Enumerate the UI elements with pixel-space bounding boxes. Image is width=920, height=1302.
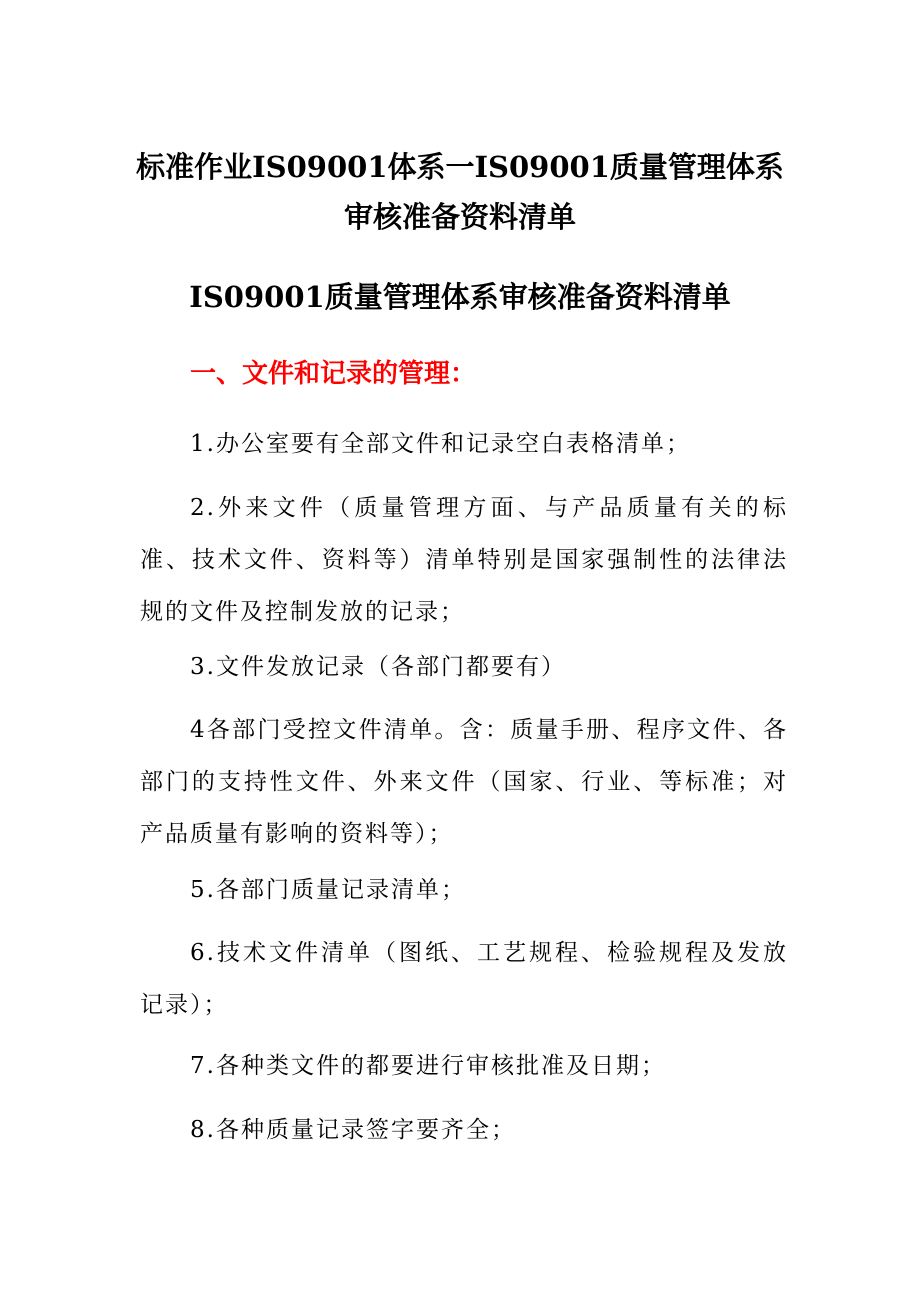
list-item: 5.各部门质量记录清单；: [190, 877, 466, 903]
list-item: 6.技术文件清单（图纸、工艺规程、检验规程及发放记录）；: [140, 940, 788, 1018]
list-item: 8.各种质量记录签字要齐全；: [190, 1117, 516, 1143]
list-item: 1.办公室要有全部文件和记录空白表格清单；: [190, 431, 691, 457]
list-item: 3.文件发放记录（各部门都要有）: [190, 654, 566, 680]
list-item: 4各部门受控文件清单。含：质量手册、程序文件、各部门的支持性文件、外来文件（国家、行业、等标准；对产品质量有影响的资料等）；: [140, 717, 788, 847]
document-title: 标准作业IS09001体系一IS09001质量管理体系审核准备资料清单: [136, 150, 784, 234]
list-item: 7.各种类文件的都要进行审核批准及日期；: [190, 1053, 666, 1079]
section-heading-file-record-management: 一、文件和记录的管理：: [190, 359, 477, 389]
document-subtitle: IS09001质量管理体系审核准备资料清单: [189, 280, 731, 314]
list-item: 2.外来文件（质量管理方面、与产品质量有关的标准、技术文件、资料等）清单特别是国家强制性的法律法规的文件及控制发放的记录；: [140, 495, 788, 625]
